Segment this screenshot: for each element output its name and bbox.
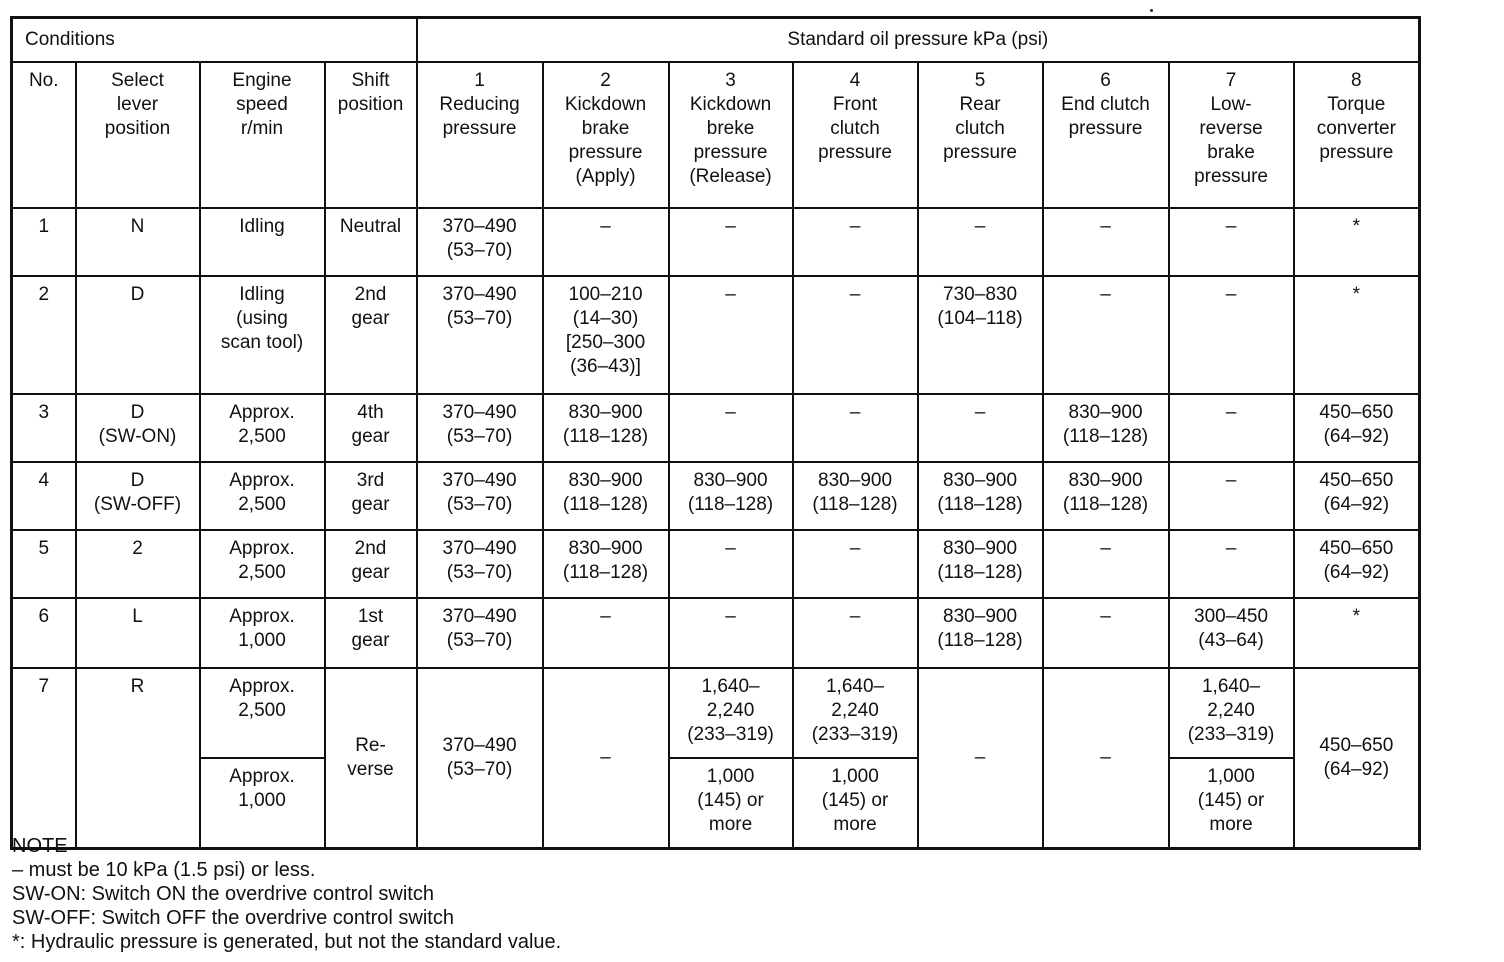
notes-block (12, 834, 1012, 954)
cell-p8: 450–650 (64–92) (1294, 462, 1420, 530)
cell-p6: 830–900 (118–128) (1043, 462, 1169, 530)
cell-p7: – (1169, 394, 1294, 462)
table-row (12, 276, 1420, 394)
cell-p5: – (918, 668, 1043, 849)
cell-p5: – (918, 208, 1043, 276)
note-line: – must be 10 kPa (1.5 psi) or less. (12, 859, 316, 881)
cell-p7: 300–450 (43–64) (1169, 598, 1294, 668)
cell-p5: 830–900 (118–128) (918, 530, 1043, 598)
column-header-row (12, 62, 1420, 208)
cell-no: 6 (12, 598, 76, 668)
cell-no: 2 (12, 276, 76, 394)
cell-p3: – (669, 276, 793, 394)
cell-p6: – (1043, 668, 1169, 849)
cell-p7: 1,000 (145) or more (1169, 758, 1294, 849)
column-header-reducing-pressure: 1 Reducing pressure (417, 62, 543, 208)
cell-p2: 830–900 (118–128) (543, 462, 669, 530)
cell-lever: D (SW-ON) (76, 394, 200, 462)
cell-p7: – (1169, 530, 1294, 598)
cell-no: 4 (12, 462, 76, 530)
cell-engine: Idling (200, 208, 325, 276)
column-header-shift-position: Shift position (325, 62, 417, 208)
table-row (12, 394, 1420, 462)
column-header-no: No. (12, 62, 76, 208)
standard-pressure-group-header: Standard oil pressure kPa (psi) (417, 18, 1420, 63)
cell-p4: – (793, 530, 918, 598)
cell-lever: D (SW-OFF) (76, 462, 200, 530)
cell-shift: 2nd gear (325, 530, 417, 598)
cell-p5: 730–830 (104–118) (918, 276, 1043, 394)
cell-p1: 370–490 (53–70) (417, 276, 543, 394)
cell-p6: – (1043, 598, 1169, 668)
table-row (12, 668, 1420, 758)
cell-engine: Approx. 2,500 (200, 668, 325, 758)
cell-p2: – (543, 598, 669, 668)
column-header-torque-converter: 8 Torque converter pressure (1294, 62, 1420, 208)
cell-p3: 1,640– 2,240 (233–319) (669, 668, 793, 758)
cell-engine: Idling (using scan tool) (200, 276, 325, 394)
cell-p1: 370–490 (53–70) (417, 208, 543, 276)
cell-engine: Approx. 2,500 (200, 394, 325, 462)
cell-p5: 830–900 (118–128) (918, 598, 1043, 668)
table-row (12, 208, 1420, 276)
cell-p1: 370–490 (53–70) (417, 598, 543, 668)
column-header-front-clutch: 4 Front clutch pressure (793, 62, 918, 208)
cell-p7: 1,640– 2,240 (233–319) (1169, 668, 1294, 758)
cell-p3: – (669, 394, 793, 462)
cell-lever: N (76, 208, 200, 276)
cell-p3: – (669, 598, 793, 668)
cell-p8: 450–650 (64–92) (1294, 394, 1420, 462)
cell-p3: 1,000 (145) or more (669, 758, 793, 849)
cell-p7: – (1169, 208, 1294, 276)
cell-p6: – (1043, 208, 1169, 276)
cell-engine: Approx. 2,500 (200, 530, 325, 598)
cell-shift: 2nd gear (325, 276, 417, 394)
cell-engine: Approx. 1,000 (200, 758, 325, 849)
cell-shift: 1st gear (325, 598, 417, 668)
table-row (12, 530, 1420, 598)
cell-p8: * (1294, 208, 1420, 276)
cell-shift: 3rd gear (325, 462, 417, 530)
cell-p4: – (793, 276, 918, 394)
note-line: SW-OFF: Switch OFF the overdrive control switch (12, 907, 454, 929)
cell-engine: Approx. 2,500 (200, 462, 325, 530)
cell-p4: 830–900 (118–128) (793, 462, 918, 530)
cell-p6: 830–900 (118–128) (1043, 394, 1169, 462)
cell-shift: Neutral (325, 208, 417, 276)
note-line: SW-ON: Switch ON the overdrive control switch (12, 883, 434, 905)
cell-p1: 370–490 (53–70) (417, 394, 543, 462)
column-header-select-lever: Select lever position (76, 62, 200, 208)
cell-p2: 830–900 (118–128) (543, 530, 669, 598)
cell-p2: 100–210 (14–30) [250–300 (36–43)] (543, 276, 669, 394)
cell-no: 7 (12, 668, 76, 849)
cell-p2: 830–900 (118–128) (543, 394, 669, 462)
cell-p5: 830–900 (118–128) (918, 462, 1043, 530)
cell-lever: 2 (76, 530, 200, 598)
cell-p5: – (918, 394, 1043, 462)
group-header-row (12, 18, 1420, 63)
cell-p6: – (1043, 276, 1169, 394)
cell-lever: D (76, 276, 200, 394)
column-header-low-reverse-brake: 7 Low- reverse brake pressure (1169, 62, 1294, 208)
cell-p8: * (1294, 598, 1420, 668)
scan-speck (1150, 9, 1153, 12)
cell-p4: – (793, 598, 918, 668)
cell-shift: Re- verse (325, 668, 417, 849)
cell-no: 1 (12, 208, 76, 276)
cell-p4: – (793, 208, 918, 276)
cell-p8: 450–650 (64–92) (1294, 668, 1420, 849)
cell-p3: – (669, 530, 793, 598)
cell-lever: R (76, 668, 200, 849)
cell-p2: – (543, 668, 669, 849)
cell-p2: – (543, 208, 669, 276)
cell-p4: 1,640– 2,240 (233–319) (793, 668, 918, 758)
notes-title: NOTE (12, 835, 68, 857)
cell-p4: 1,000 (145) or more (793, 758, 918, 849)
conditions-group-header: Conditions (12, 18, 417, 63)
cell-lever: L (76, 598, 200, 668)
cell-p7: – (1169, 276, 1294, 394)
cell-p8: 450–650 (64–92) (1294, 530, 1420, 598)
column-header-kickdown-release: 3 Kickdown breke pressure (Release) (669, 62, 793, 208)
column-header-rear-clutch: 5 Rear clutch pressure (918, 62, 1043, 208)
cell-p4: – (793, 394, 918, 462)
column-header-kickdown-apply: 2 Kickdown brake pressure (Apply) (543, 62, 669, 208)
oil-pressure-spec-table (10, 16, 1421, 850)
cell-no: 3 (12, 394, 76, 462)
cell-p3: 830–900 (118–128) (669, 462, 793, 530)
table-row (12, 462, 1420, 530)
cell-p7: – (1169, 462, 1294, 530)
column-header-end-clutch: 6 End clutch pressure (1043, 62, 1169, 208)
cell-no: 5 (12, 530, 76, 598)
column-header-engine-speed: Engine speed r/min (200, 62, 325, 208)
cell-shift: 4th gear (325, 394, 417, 462)
cell-p1: 370–490 (53–70) (417, 462, 543, 530)
cell-p6: – (1043, 530, 1169, 598)
cell-engine: Approx. 1,000 (200, 598, 325, 668)
cell-p1: 370–490 (53–70) (417, 530, 543, 598)
cell-p3: – (669, 208, 793, 276)
cell-p1: 370–490 (53–70) (417, 668, 543, 849)
note-line: *: Hydraulic pressure is generated, but not the standard value. (12, 931, 562, 953)
cell-p8: * (1294, 276, 1420, 394)
table-row (12, 598, 1420, 668)
